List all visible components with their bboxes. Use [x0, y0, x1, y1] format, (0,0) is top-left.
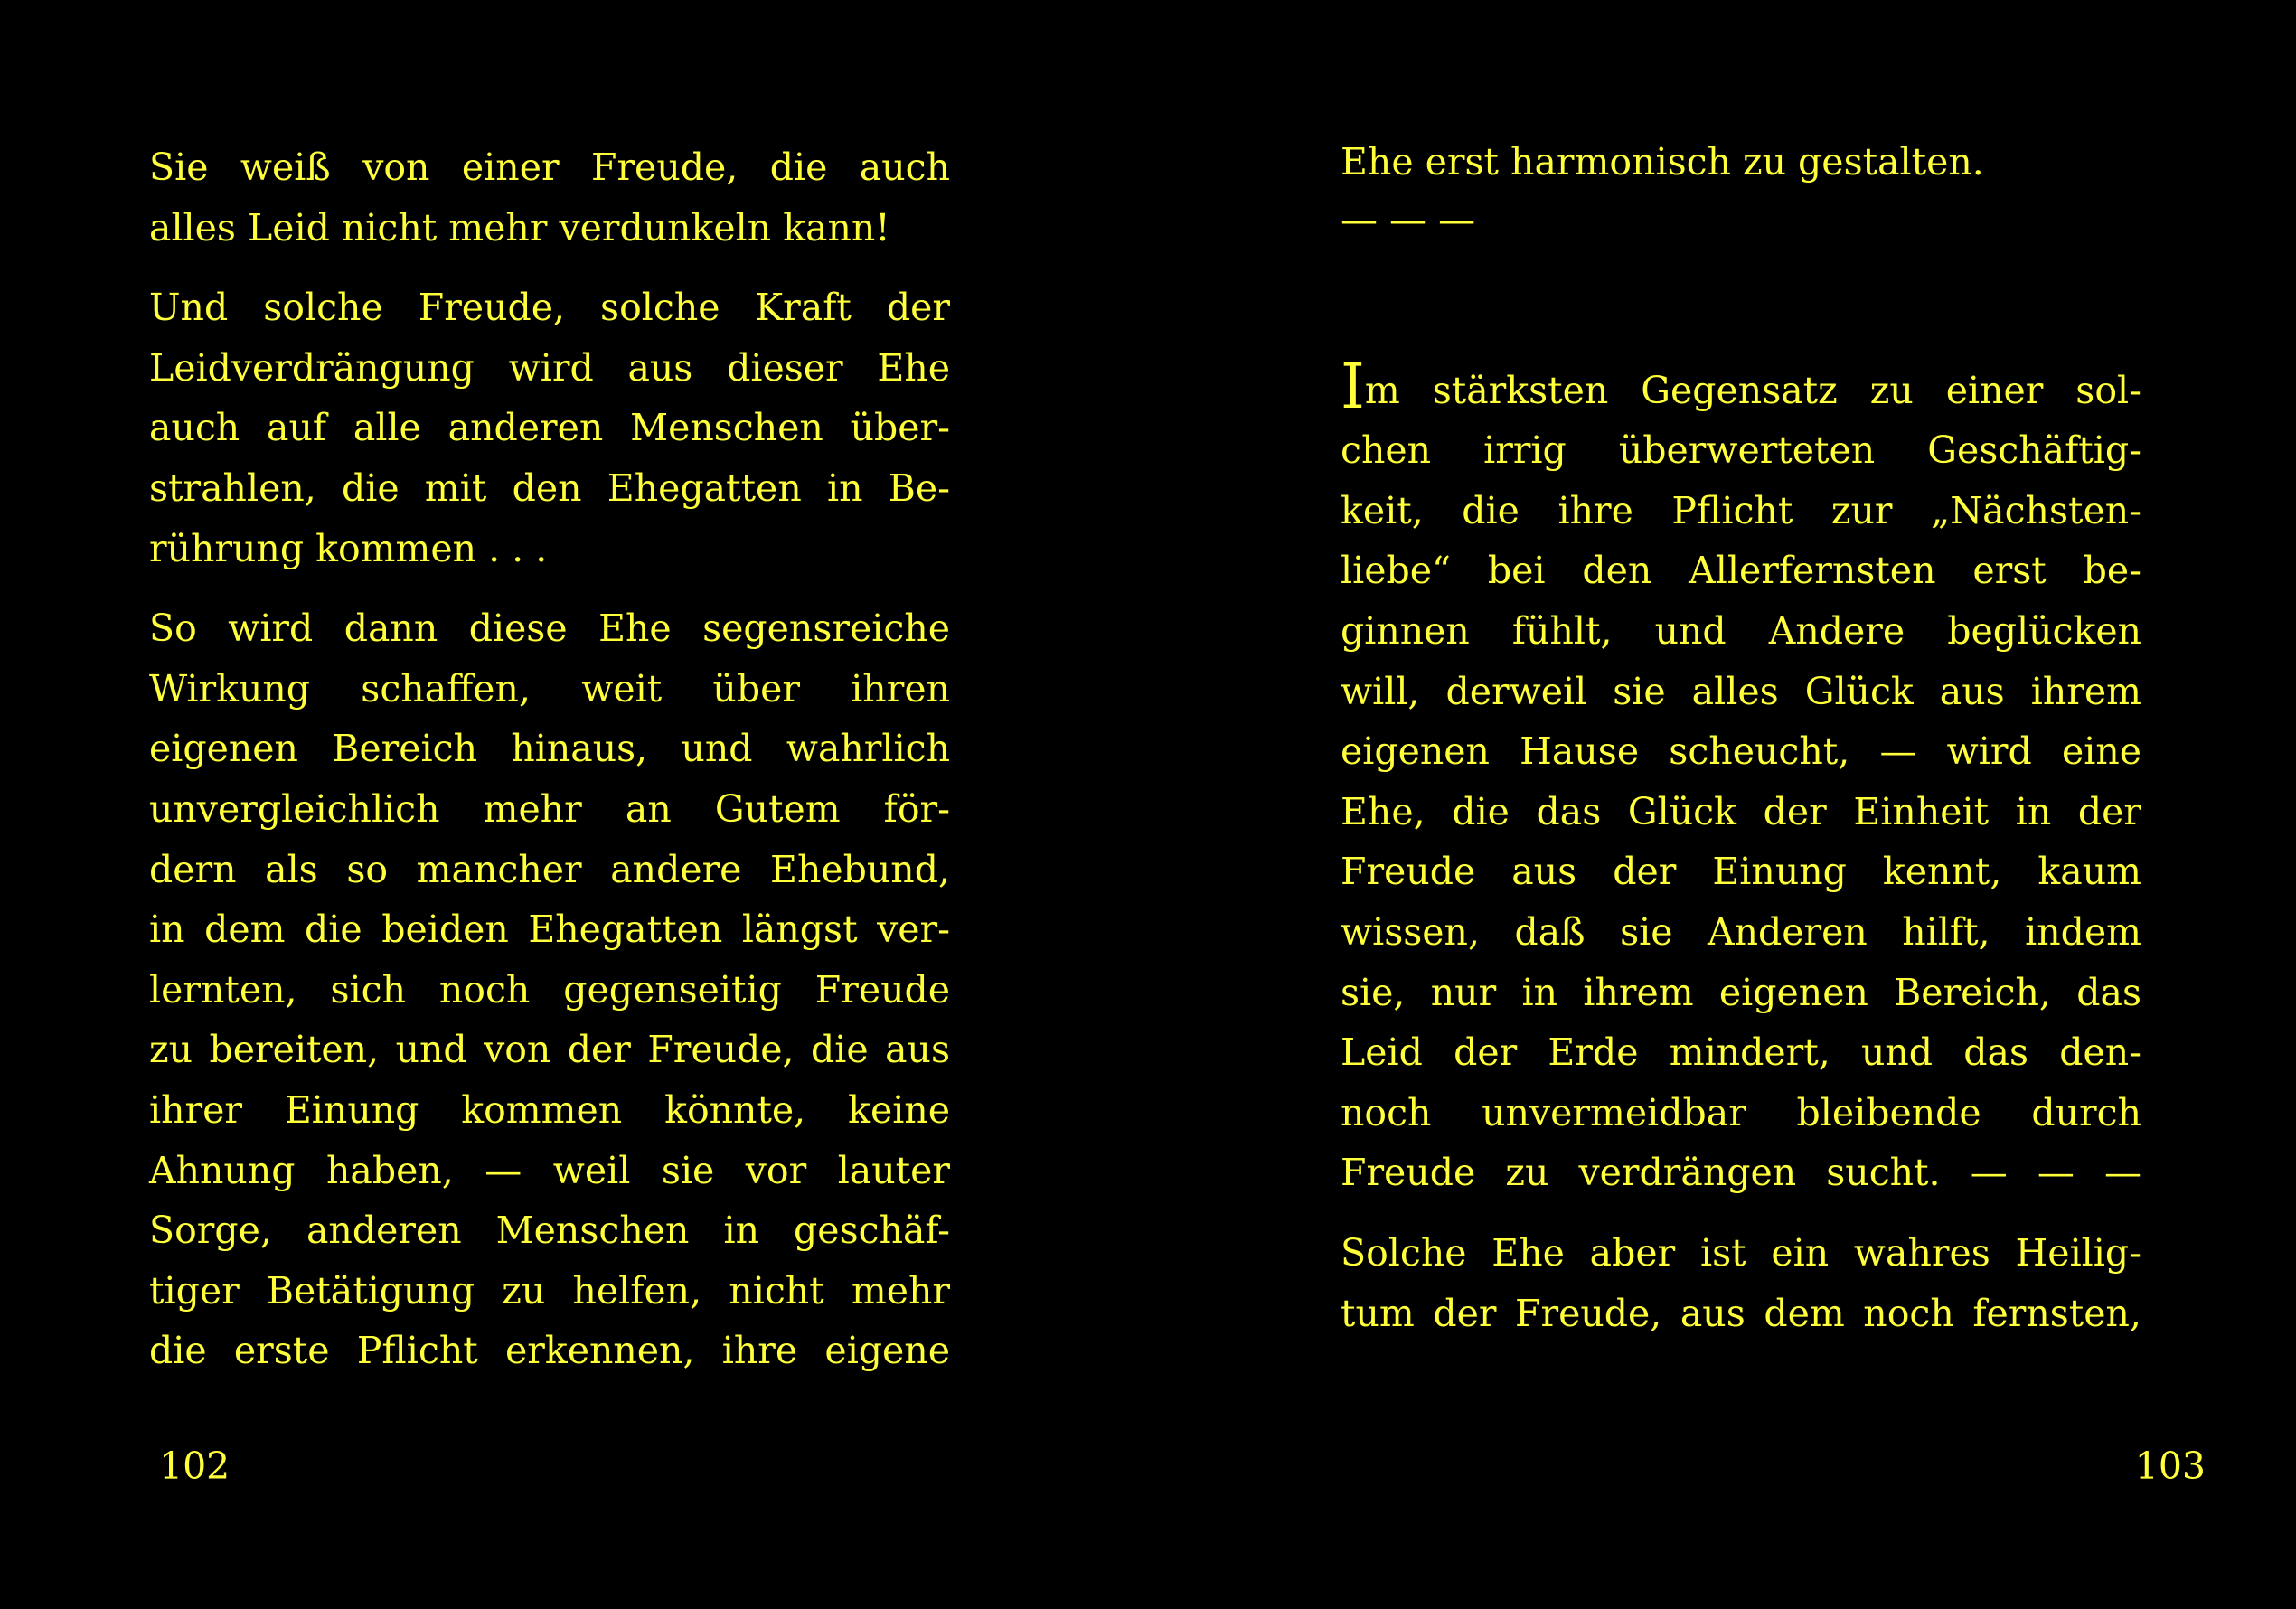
paragraph — [149, 598, 950, 1381]
paragraph — [1341, 351, 2141, 1203]
paragraph — [149, 278, 950, 579]
text-line: in dem die beiden Ehegatten längst ver- — [149, 908, 950, 952]
text-line: Wirkung schaffen, weit über ihren — [149, 666, 950, 710]
left-text-block — [149, 137, 950, 1381]
text-line: So wird dann diese Ehe segensreiche — [149, 607, 950, 651]
first-line-rest: m stärksten Gegensatz zu einer sol- — [1364, 368, 2141, 412]
text-line: strahlen, die mit den Ehegatten in Be- — [149, 466, 950, 510]
page-number: 103 — [2134, 1444, 2206, 1488]
text-line: rührung kommen . . . — [149, 526, 548, 570]
text-line: auch auf alle anderen Menschen über- — [149, 406, 950, 450]
text-line: Sie weiß von einer Freude, die auch — [149, 146, 950, 189]
text-line: tum der Freude, aus dem noch fernsten, — [1341, 1291, 2141, 1335]
text-line: lernten, sich noch gegenseitig Freude — [149, 967, 950, 1012]
text-line: ihrer Einung kommen könnte, keine — [149, 1087, 950, 1132]
paragraph — [149, 137, 950, 258]
text-line: zu bereiten, und von der Freude, die aus — [149, 1028, 950, 1072]
text-line: Und solche Freude, solche Kraft der — [149, 286, 950, 330]
text-line: Leid der Erde mindert, und das den- — [1341, 1030, 2141, 1075]
text-line: liebe“ bei den Allerfernsten erst be- — [1341, 549, 2141, 593]
text-line: Ehe erst harmonisch zu gestalten. — [1341, 140, 1984, 183]
text-line: Sorge, anderen Menschen in geschäf- — [149, 1209, 950, 1253]
text-line: will, derweil sie alles Glück aus ihrem — [1341, 669, 2141, 713]
right-text-block — [1341, 132, 2141, 1343]
text-line: Freude zu verdrängen sucht. — — — — [1341, 1151, 2141, 1195]
text-line: tiger Betätigung zu helfen, nicht mehr — [149, 1268, 950, 1313]
paragraph — [1341, 132, 2141, 247]
text-line: Solche Ehe aber ist ein wahres Heilig- — [1341, 1230, 2141, 1275]
section-dashes: — — — — [1341, 197, 1476, 241]
text-line: ginnen fühlt, und Andere beglücken — [1341, 608, 2141, 653]
text-line: sie, nur in ihrem eigenen Bereich, das — [1341, 970, 2141, 1014]
text-line: noch unvermeidbar bleibende durch — [1341, 1090, 2141, 1134]
text-line: Ehe, die das Glück der Einheit in der — [1341, 789, 2141, 833]
text-line: wissen, daß sie Anderen hilft, indem — [1341, 909, 2141, 954]
text-line: eigenen Hause scheucht, — wird eine — [1341, 729, 2141, 774]
page-number: 102 — [159, 1444, 231, 1488]
text-line: eigenen Bereich hinaus, und wahrlich — [149, 727, 950, 771]
text-line: unvergleichlich mehr an Gutem för- — [149, 786, 950, 831]
text-line: alles Leid nicht mehr verdunkeln kann! — [149, 205, 890, 249]
paragraph — [1341, 1223, 2141, 1343]
text-line: dern als so mancher andere Ehebund, — [149, 847, 950, 891]
text-line: chen irrig überwerteten Geschäftig- — [1341, 428, 2141, 473]
section-gap — [1341, 247, 2141, 361]
text-line: keit, die ihre Pflicht zur „Nächsten- — [1341, 488, 2141, 532]
text-line — [1341, 351, 2141, 423]
text-line: Freude aus der Einung kennt, kaum — [1341, 850, 2141, 894]
text-line: Leidverdrängung wird aus dieser Ehe — [149, 345, 950, 390]
right-page — [1148, 0, 2296, 1609]
text-line: die erste Pflicht erkennen, ihre eigene — [149, 1329, 950, 1373]
initial-letter: I — [1341, 351, 1365, 423]
text-line: Ahnung haben, — weil sie vor lauter — [149, 1148, 950, 1192]
